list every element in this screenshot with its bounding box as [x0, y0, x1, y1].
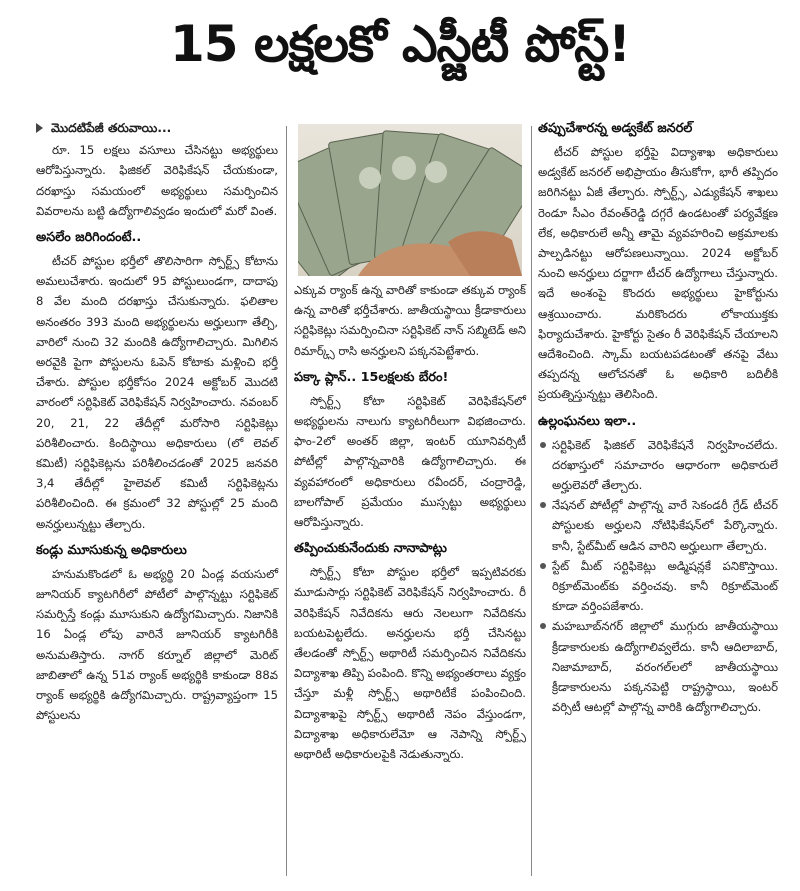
violations-list: [538, 435, 778, 718]
paragraph: రూ. 15 లక్షలు వసూలు చేసినట్టు అభ్యర్థులు ఆరోపిస్తున్నారు. ఫిజికల్ వెరిఫికేషన్ చేయకుండా, దరఖాస్తు సమయంలో అభ్యర్థులు సమర్పించిన వివరాలను బట్టి ఉద్యోగాలివ్వడం ఇందులో మరో వింత.: [36, 143, 278, 218]
column-divider: [286, 126, 287, 876]
paragraph: హనుమకొండలో ఓ అభ్యర్థి 20 ఏండ్ల వయసులో జూనియర్ క్యాటగిరీలో పోటీలో పాల్గొన్నట్టు సర్టిఫికెట్ సమర్పిస్తే కండ్లు మూసుకుని ఉద్యోగమిచ్చారు. నిజానికి 16 ఏండ్ల లోపు వారినే జూనియర్ క్యాటగిరీకి అనుమతిస్తారు. నాగర్ కర్నూల్ జిల్లాలో మెరిట్ జాబితాలో ఉన్న 51వ ర్యాంక్ అభ్యర్థికి కాకుండా 88వ ర్యాంక్ అభ్యర్థికి ఉద్యోగమిచ్చారు. రాష్ట్రవ్యాప్తంగా 15 పోస్టులను: [36, 566, 278, 723]
paragraph: ఎక్కువ ర్యాంక్ ఉన్న వారితో కాకుండా తక్కువ ర్యాంక్ ఉన్న వారితో భర్తీచేశారు. జాతీయస్థాయి క్రీడాకారులు సర్టిఫికెట్లు సమర్పించినా సర్టిఫికెట్ నాన్ సబ్మిటెడ్ అని రిమార్క్స్ రాసి అనర్హులని పక్కనపెట్టేశారు.: [294, 283, 526, 358]
paragraph: టీచర్ పోస్టుల భర్తీపై విద్యాశాఖ అధికారులు అడ్వకేట్ జనరల్ అభిప్రాయం తీసుకోగా, భారీ తప్పిదం జరిగినట్టు ఏజీ తేల్చారు. స్పోర్ట్స్, ఎడ్యుకేషన్ శాఖలు రెండూ సీఎం రేవంత్‌రెడ్డి దగ్గరే ఉండటంతో పర్యవేక్షణ లేక, అధికారులే అన్నీ తామై వ్యవహరించి అక్రమాలకు పాల్పడినట్టు ఆరోపణలున్నాయి. 2024 అక్టోబర్ నుంచి అనర్హులు దర్జాగా టీచర్ ఉద్యోగాలు చేస్తున్నారు. ఇదే అంశంపై కొందరు అభ్యర్థులు హైకోర్టును ఆశ్రయించారు. మరికొందరు లోకాయుక్తకు ఫిర్యాదుచేశారు. హైకోర్టు సైతం రీ వెరిఫికేషన్ చేయాలని ఆదేశించింది. స్కామ్ బయటపడటంతో తనపై వేటు తప్పదన్న ఆలోచనతో ఓ అధికారి బదిలీకి ప్రయత్నిస్తున్నట్టు తెలిసింది.: [538, 145, 778, 402]
paragraph: స్పోర్ట్స్ కోటా పోస్టుల భర్తీలో ఇప్పటివరకు మూడుసార్లు సర్టిఫికెట్ వెరిఫికేషన్ నిర్వహించారు. రీ వెరిఫికేషన్ నివేదికను ఆరు నెలలుగా నివేదికను బయటపెట్టలేదు. అనర్హులను భర్తీ చేసినట్టు తేలడంతో స్పోర్ట్స్ అథారిటీ సమర్పించిన నివేదికను విద్యాశాఖ తిప్పి పంపింది. కొన్ని అభ్యంతరాలు వ్యక్తం చేస్తూ మళ్లీ స్పోర్ట్స్ అథారిటీకే పంపించింది. విద్యాశాఖపై స్పోర్ట్స్ అథారిటీ నెపం వేస్తుండగా, విద్యాశాఖ అధికారులేమో ఆ నెపాన్ని స్పోర్ట్స్ అథారిటీ అధికారులపైకి నెడుతున్నారు.: [294, 565, 526, 762]
article-column-1: [36, 118, 278, 725]
list-item: స్టేట్ మీట్ సర్టిఫికెట్లు అడ్మిషన్లకే పనికొస్తాయి. రిక్రూట్‌మెంట్‌కు వర్తించవు. కానీ రిక్రూట్‌మెంట్ కూడా వర్తింపజేశారు.: [538, 556, 778, 617]
article-column-3: [538, 118, 778, 717]
cash-fan-illustration: [298, 124, 522, 276]
list-item: మహబూబ్‌నగర్ జిల్లాలో ముగ్గురు జాతీయస్థాయి క్రీడాకారులకు ఉద్యోగాలివ్వలేదు. కానీ ఆదిలాబాద్, నిజామాబాద్, వరంగల్‌లలో జాతీయస్థాయి క్రీడాకారులను పక్కనపెట్టి రాష్ట్రస్థాయి, ఇంటర్ వర్సిటీ ఆటల్లో పాల్గొన్న వారికి ఉద్యోగాలిచ్చారు.: [538, 616, 778, 717]
paragraph: స్పోర్ట్స్ కోటా సర్టిఫికెట్ వెరిఫికేషన్‌లో అభ్యర్థులను నాలుగు క్యాటగిరీలుగా విభజించారు. ఫాం-2లో అంతర్ జిల్లా, ఇంటర్ యూనివర్సిటీ పోటీల్లో పాల్గొన్నవారికి ఉద్యోగాలిచ్చారు. ఈ వ్యవహారంలో అధికారులు రవీందర్, చంద్రారెడ్డి, బాలగోపాల్ ప్రమేయం ముస్సట్టు అభ్యర్థులు ఆరోపిస్తున్నారు.: [294, 393, 526, 530]
article-column-2: [294, 118, 526, 764]
list-item: నేషనల్ పోటీల్లో పాల్గొన్న వారే సెకండరీ గ్రేడ్ టీచర్ పోస్టులకు అర్హులని నోటిఫికేషన్‌లో పేర్కొన్నారు. కానీ, స్టేట్‌మీట్ ఆడిన వారిని అర్హులుగా తేల్చారు.: [538, 495, 778, 556]
subheading: ఉల్లంఘనలు ఇలా..: [538, 413, 637, 429]
subheading: తప్పించుకునేందుకు నానాపాట్లు: [294, 541, 447, 557]
subheading: కండ్లు మూసుకున్న అధికారులు: [36, 542, 187, 558]
subheading: తప్పుచేశారన్న అడ్వకేట్ జనరల్: [538, 121, 693, 136]
continuation-kicker: [36, 118, 278, 138]
subheading: అసలేం జరిగిందంటే..: [36, 230, 142, 246]
kicker-text: మొదటిపేజీ తరువాయి...: [51, 121, 172, 135]
headline: 15 లక్షలకో ఎస్జీటీ పోస్ట్!: [170, 15, 630, 73]
column-divider: [531, 126, 532, 876]
arrow-right-icon: [36, 123, 43, 133]
paragraph: టీచర్ పోస్టుల భర్తీలో తొలిసారిగా స్పోర్ట్స్ కోటాను అమలుచేశారు. ఇందులో 95 పోస్టులుండగా, దాదాపు 8 వేల మంది దరఖాస్తు చేసుకున్నారు. ఫలితాల అనంతరం 393 మంది అభ్యర్థులను అర్హులుగా తేల్చి, వారిలో నుంచి 32 మందికి ఉద్యోగాలిచ్చారు. మిగిలిన అరవైకి పైగా పోస్టులను ఓపెన్ కోటాకు మళ్లించి భర్తీ చేశారు. పోస్టుల భర్తీకోసం 2024 అక్టోబర్ మొదటి వారంలో సర్టిఫికెట్ వెరిఫికేషన్ నిర్వహించారు. నవంబర్ 20, 21, 22 తేదీల్లో మరోసారి సర్టిఫికెట్లు పరిశీలించారు. కిందిస్థాయి అధికారులు (లో లెవల్ కమిటీ) సర్టిఫికెట్లను పరిశీలించడంతో 2025 జనవరి 3,4 తేదీల్లో హైలెవల్ కమిటీ సర్టిఫికెట్లను పరిశీలించింది. ఈ క్రమంలో 32 పోస్టుల్లో 25 మంది అనర్హులున్నట్టు తేల్చారు.: [36, 254, 278, 531]
list-item: సర్టిఫికెట్ ఫిజికల్ వెరిఫికేషనే నిర్వహించలేదు. దరఖాస్తులో సమాచారం ఆధారంగా అధికారులే అర్హులెవరో తేల్చారు.: [538, 435, 778, 496]
subheading: పక్కా ప్లాన్.. 15లక్షలకు బేరం!: [294, 369, 449, 385]
currency-notes-photo: [298, 124, 522, 276]
